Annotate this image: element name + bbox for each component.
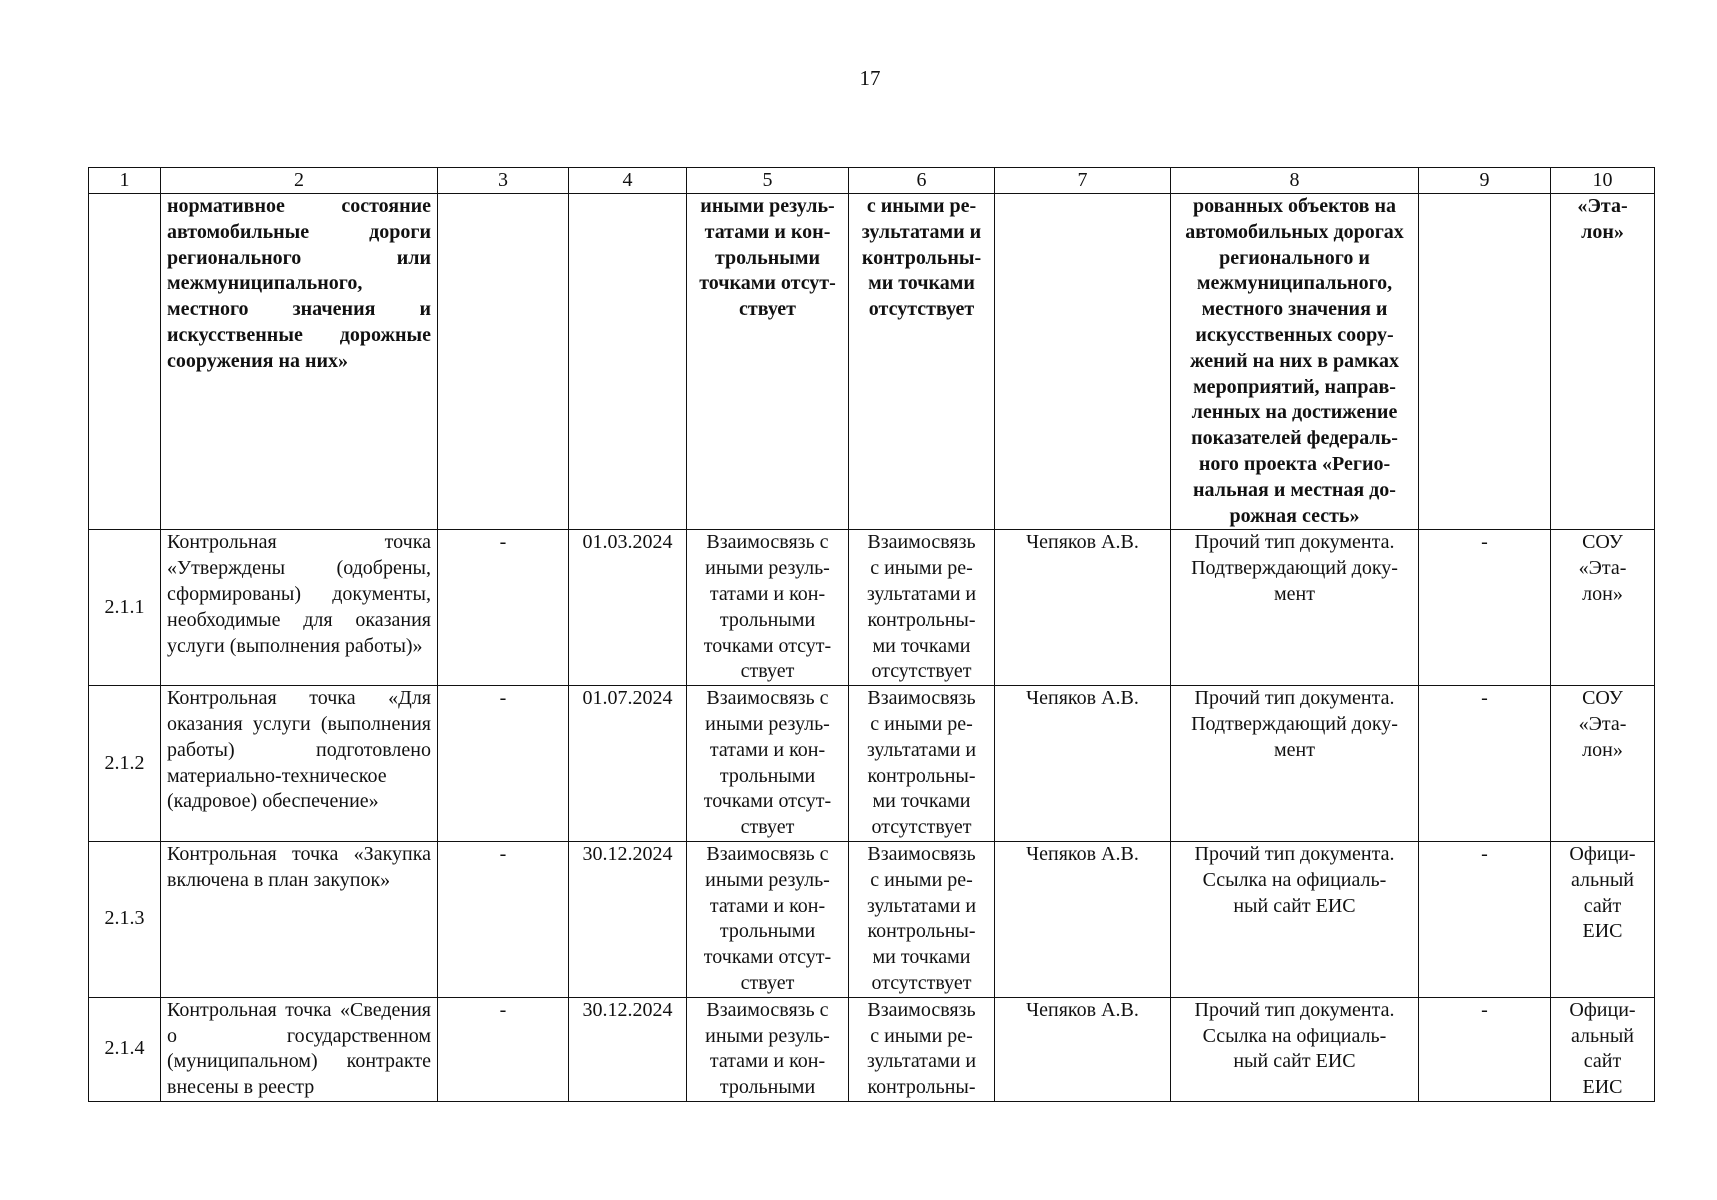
column-3-cell: - — [438, 841, 569, 997]
responsible-person: Чепяков А.В. — [995, 530, 1171, 686]
document-type: Прочий тип документа. Подтверждающий доку- мент — [1171, 530, 1419, 686]
information-system: «Эта- лон» — [1551, 194, 1655, 530]
table-row — [89, 841, 1655, 997]
due-date — [569, 194, 687, 530]
responsible-person: Чепяков А.В. — [995, 841, 1171, 997]
column-3-cell: - — [438, 530, 569, 686]
document-type: рованных объектов на автомобильных дорогах регионального и межмуниципального, местного значения и искусственных соору- жений на них в рамках мероприятий, направ- ленных на достижение показателей федераль- ного проекта «Регио- нальная и местная до- рожная сесть» — [1171, 194, 1419, 530]
control-point-description: Контрольная точка «Закупка включена в план закупок» — [161, 841, 438, 997]
row-number — [89, 194, 161, 530]
control-point-description: Контрольная точка «Для оказания услуги (выполнения работы) подготовлено материально-техническое (кадровое) обеспечение» — [161, 686, 438, 842]
column-header: 4 — [569, 168, 687, 194]
column-header: 9 — [1419, 168, 1551, 194]
relation-cell: Взаимосвязь с иными ре- зультатами и контрольны- — [849, 997, 995, 1101]
column-9-cell: - — [1419, 841, 1551, 997]
due-date: 01.07.2024 — [569, 686, 687, 842]
row-number: 2.1.1 — [89, 530, 161, 686]
control-point-description: нормативное состояние автомобильные дороги регионального или межмуниципального, местного значения и искусственные дорожные сооружения на них» — [161, 194, 438, 530]
table-row — [89, 686, 1655, 842]
table-row — [89, 194, 1655, 530]
table-row — [89, 997, 1655, 1101]
information-system: СОУ «Эта- лон» — [1551, 686, 1655, 842]
relation-cell: Взаимосвязь с иными ре- зультатами и контрольны- ми точками отсутствует — [849, 841, 995, 997]
column-9-cell: - — [1419, 530, 1551, 686]
relation-cell: Взаимосвязь с иными резуль- татами и кон- трольными точками отсут- ствует — [687, 841, 849, 997]
column-3-cell — [438, 194, 569, 530]
column-3-cell: - — [438, 997, 569, 1101]
control-point-description: Контрольная точка «Сведения о государственном (муниципальном) контракте внесены в реестр — [161, 997, 438, 1101]
row-number: 2.1.4 — [89, 997, 161, 1101]
document-type: Прочий тип документа. Ссылка на официаль- ный сайт ЕИС — [1171, 997, 1419, 1101]
column-number-header-row — [89, 168, 1655, 194]
column-9-cell: - — [1419, 997, 1551, 1101]
due-date: 30.12.2024 — [569, 841, 687, 997]
column-header: 6 — [849, 168, 995, 194]
document-type: Прочий тип документа. Подтверждающий доку- мент — [1171, 686, 1419, 842]
column-header: 8 — [1171, 168, 1419, 194]
column-9-cell: - — [1419, 686, 1551, 842]
relation-cell: Взаимосвязь с иными резуль- татами и кон- трольными — [687, 997, 849, 1101]
table-row — [89, 530, 1655, 686]
page-number: 17 — [859, 66, 881, 90]
column-header: 1 — [89, 168, 161, 194]
relation-cell: Взаимосвязь с иными ре- зультатами и контрольны- ми точками отсутствует — [849, 530, 995, 686]
relation-cell: с иными ре- зультатами и контрольны- ми точками отсутствует — [849, 194, 995, 530]
column-header: 7 — [995, 168, 1171, 194]
information-system: Офици- альный сайт ЕИС — [1551, 841, 1655, 997]
relation-cell: иными резуль- татами и кон- трольными точками отсут- ствует — [687, 194, 849, 530]
relation-cell: Взаимосвязь с иными резуль- татами и кон- трольными точками отсут- ствует — [687, 686, 849, 842]
column-header: 10 — [1551, 168, 1655, 194]
due-date: 30.12.2024 — [569, 997, 687, 1101]
column-3-cell: - — [438, 686, 569, 842]
responsible-person — [995, 194, 1171, 530]
responsible-person: Чепяков А.В. — [995, 686, 1171, 842]
control-points-table — [88, 167, 1655, 1102]
relation-cell: Взаимосвязь с иными резуль- татами и кон- трольными точками отсут- ствует — [687, 530, 849, 686]
column-header: 2 — [161, 168, 438, 194]
relation-cell: Взаимосвязь с иными ре- зультатами и контрольны- ми точками отсутствует — [849, 686, 995, 842]
responsible-person: Чепяков А.В. — [995, 997, 1171, 1101]
information-system: Офици- альный сайт ЕИС — [1551, 997, 1655, 1101]
row-number: 2.1.2 — [89, 686, 161, 842]
control-point-description: Контрольная точка «Утверждены (одобрены, сформированы) документы, необходимые для оказания услуги (выполнения работы)» — [161, 530, 438, 686]
due-date: 01.03.2024 — [569, 530, 687, 686]
column-header: 5 — [687, 168, 849, 194]
document-type: Прочий тип документа. Ссылка на официаль- ный сайт ЕИС — [1171, 841, 1419, 997]
column-header: 3 — [438, 168, 569, 194]
information-system: СОУ «Эта- лон» — [1551, 530, 1655, 686]
column-9-cell — [1419, 194, 1551, 530]
row-number: 2.1.3 — [89, 841, 161, 997]
